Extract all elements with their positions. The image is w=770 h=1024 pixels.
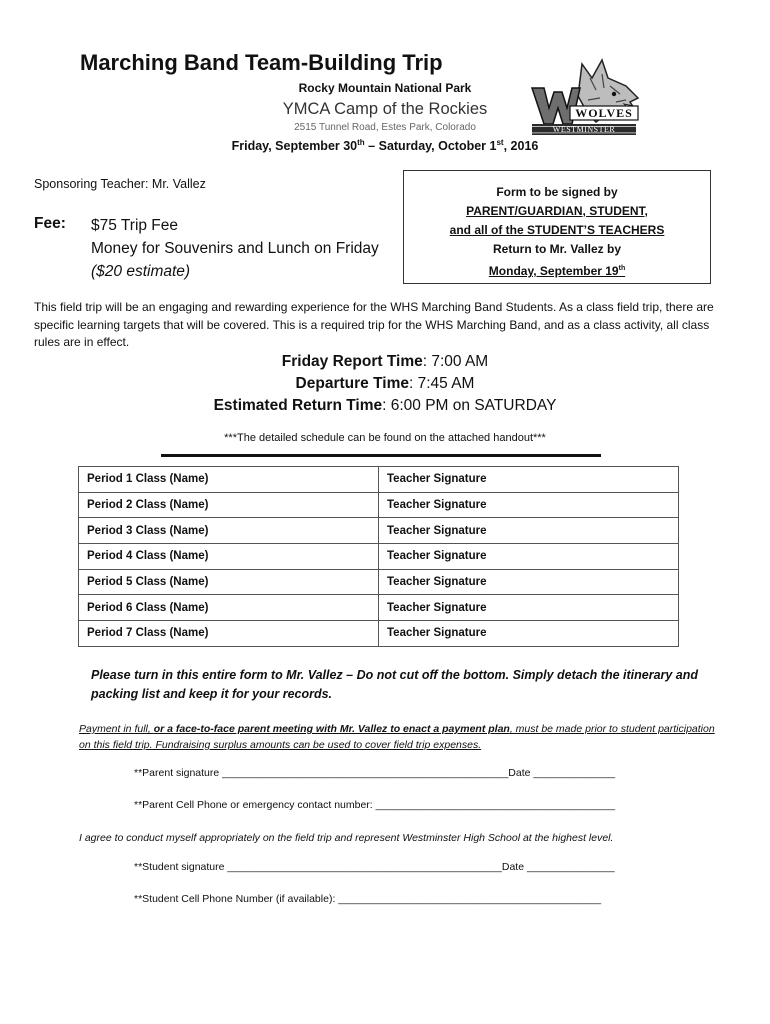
student-phone-label: **Student Cell Phone Number (if available): [134,893,339,905]
table-row [79,544,679,570]
parent-date-field[interactable]: ______________ [533,767,616,779]
signbox-due-date: Monday, September 19th [488,264,626,278]
parent-phone-label: **Parent Cell Phone or emergency contact number: [134,799,376,811]
trip-times [0,351,770,417]
class-name-cell[interactable]: Period 3 Class (Name) [79,518,379,544]
logo-word: WOLVES [575,106,633,120]
table-row [79,569,679,595]
student-phone-field[interactable]: _____________________________________________ [338,893,602,905]
return-time: Estimated Return Time: 6:00 PM on SATURDAY [213,397,557,414]
signbox-line: and all of the STUDENT’S TEACHERS [449,223,665,237]
fee-label: Fee: [34,215,66,232]
teacher-signature-cell[interactable]: Teacher Signature [379,544,679,570]
teacher-signature-cell[interactable]: Teacher Signature [379,467,679,493]
class-name-cell[interactable]: Period 2 Class (Name) [79,492,379,518]
departure-time: Departure Time: 7:45 AM [295,375,475,392]
parent-phone-row [134,799,615,811]
parent-phone-field[interactable]: _________________________________________ [375,799,616,811]
turn-in-instructions: Please turn in this entire form to Mr. Vallez – Do not cut off the bottom. Simply detach the itinerary and packing list and keep it for your records. [91,668,699,701]
teacher-signature-cell[interactable]: Teacher Signature [379,569,679,595]
fee-estimate: ($20 estimate) [91,263,191,280]
class-name-cell[interactable]: Period 5 Class (Name) [79,569,379,595]
table-row [79,595,679,621]
parent-date-label: Date [508,767,534,779]
wolves-logo [530,56,640,138]
teacher-signature-cell[interactable]: Teacher Signature [379,492,679,518]
camp-name: YMCA Camp of the Rockies [282,100,488,118]
signbox-line: Return to Mr. Vallez by [492,242,622,256]
student-phone-row [134,893,601,905]
fee-details [91,214,379,283]
class-signature-table [78,466,679,647]
trip-dates: Friday, September 30th – Saturday, October 1st, 2016 [231,138,539,154]
parent-signature-row [134,767,615,779]
report-time: Friday Report Time: 7:00 AM [281,353,489,370]
teacher-signature-cell[interactable]: Teacher Signature [379,621,679,647]
sponsor-teacher: Sponsoring Teacher: Mr. Vallez [34,177,206,191]
table-row [79,492,679,518]
teacher-signature-cell[interactable]: Teacher Signature [379,595,679,621]
agreement-statement: I agree to conduct myself appropriately on the field trip and represent Westminster High School at the highest level. [79,832,614,844]
signbox-line: PARENT/GUARDIAN, STUDENT, [466,204,648,218]
table-row [79,518,679,544]
student-date-field[interactable]: _______________ [526,861,615,873]
parent-signature-label: **Parent signature [134,767,223,779]
page-title: Marching Band Team-Building Trip [80,50,443,75]
teacher-signature-cell[interactable]: Teacher Signature [379,518,679,544]
intro-paragraph: This field trip will be an engaging and rewarding experience for the WHS Marching Band Students. As a class field trip, there are specific learning targets that will be covered. This is a required trip for the WHS Marching Band, and as a class activity, all class rules are in effect. [34,300,714,349]
parent-signature-field[interactable]: _________________________________________________ [222,767,509,779]
class-name-cell[interactable]: Period 1 Class (Name) [79,467,379,493]
camp-address: 2515 Tunnel Road, Estes Park, Colorado [294,122,476,133]
logo-school: WESTMINSTER [552,125,616,134]
student-signature-field[interactable]: _______________________________________________ [227,861,502,873]
fee-souvenirs: Money for Souvenirs and Lunch on Friday [91,240,379,257]
class-name-cell[interactable]: Period 6 Class (Name) [79,595,379,621]
schedule-note: ***The detailed schedule can be found on the attached handout*** [224,432,546,444]
signbox-line: Form to be signed by [496,185,618,199]
student-signature-row [134,861,615,873]
table-row [79,621,679,647]
student-date-label: Date [501,861,527,873]
fee-amount: $75 Trip Fee [91,217,179,234]
divider [161,454,601,457]
signature-instructions-box [403,170,711,284]
class-name-cell[interactable]: Period 7 Class (Name) [79,621,379,647]
park-name: Rocky Mountain National Park [298,81,472,95]
student-signature-label: **Student signature [134,861,228,873]
class-name-cell[interactable]: Period 4 Class (Name) [79,544,379,570]
table-row [79,467,679,493]
payment-note: Payment in full, or a face-to-face parent meeting with Mr. Vallez to enact a payment plan, must be made prior to student participation on this field trip. Fundraising surplus amounts can be used to cover field trip expenses. [79,723,715,751]
